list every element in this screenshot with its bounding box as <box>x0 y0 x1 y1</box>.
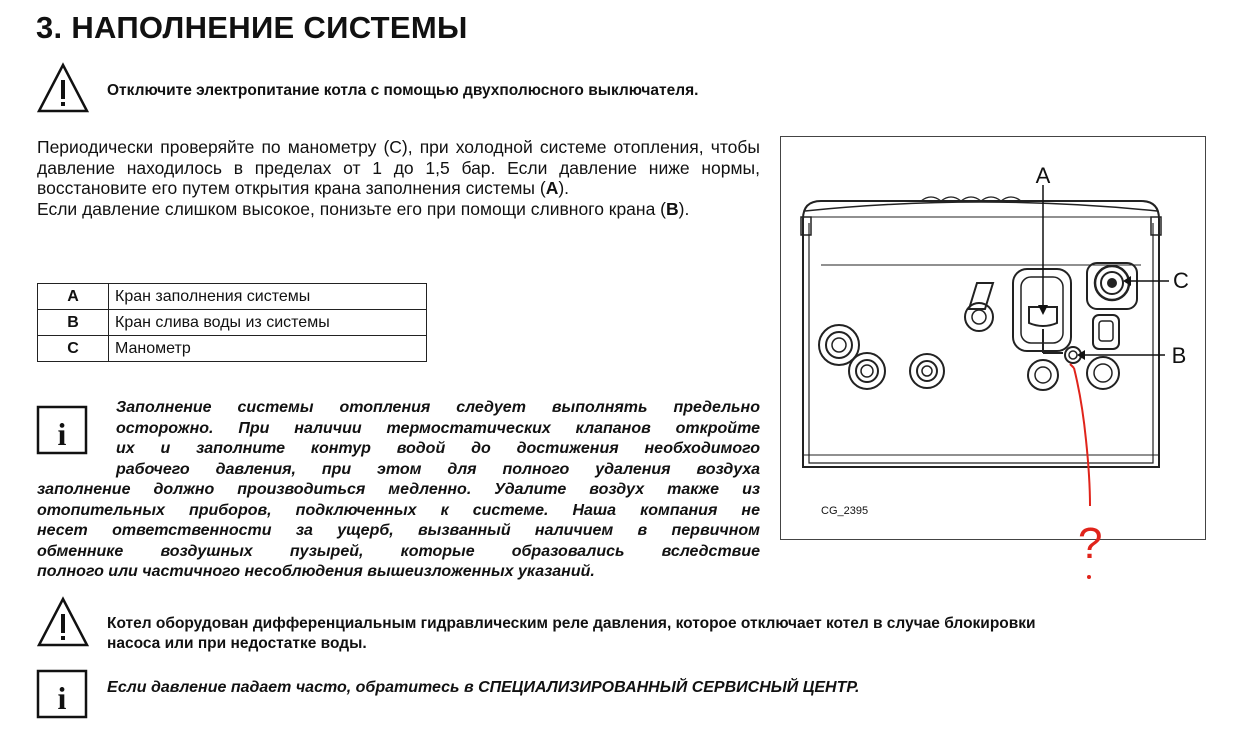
warning-triangle-icon <box>36 62 90 119</box>
legend-label: Манометр <box>109 336 427 362</box>
boiler-diagram-frame <box>780 136 1206 540</box>
instructions-key-a: А <box>545 178 559 198</box>
warning-triangle-icon <box>36 596 90 653</box>
legend-table <box>37 283 427 362</box>
svg-text:i: i <box>57 680 67 716</box>
left-fitting <box>819 325 885 389</box>
info-note-line: несет ответственности за ущерб, вызванный наличием в первичном <box>37 522 760 540</box>
info-note-line: рабочего давления, при этом для полного удаления воздуха <box>116 460 760 478</box>
info-note-line: осторожно. При наличии термостатических клапанов откройте <box>116 419 760 437</box>
legend-label: Кран заполнения системы <box>109 284 427 310</box>
table-row <box>38 310 427 336</box>
info-note-line: обменнике воздушных пузырей, которые образовались вследствие <box>37 542 760 560</box>
info-note-service-center: Если давление падает часто, обратитесь в СПЕЦИАЛИЗИРОВАННЫЙ СЕРВИСНЫЙ ЦЕНТР. <box>107 679 860 696</box>
legend-key: B <box>38 310 109 336</box>
red-annotation-arrow <box>1060 360 1120 590</box>
instructions-key-b: В <box>666 198 679 219</box>
question-mark-annotation: ? <box>1078 519 1103 568</box>
table-row <box>38 336 427 362</box>
warning-text-pressure-relay <box>107 614 1036 654</box>
angled-fitting <box>965 283 993 331</box>
svg-text:i: i <box>57 416 67 452</box>
info-icon <box>36 669 88 724</box>
label-c: C <box>1173 268 1189 293</box>
legend-label: Кран слива воды из системы <box>109 310 427 336</box>
pressure-gauge-c <box>1087 263 1137 309</box>
info-icon <box>36 405 88 460</box>
info-note-line: заполнение должно производиться медленно. Удалите воздух также из <box>37 481 760 498</box>
figure-caption: CG_2395 <box>821 505 869 517</box>
instructions-paragraph <box>37 137 760 219</box>
boiler-diagram <box>781 137 1205 539</box>
label-b: B <box>1171 343 1187 368</box>
instructions-line1-suffix: ). <box>558 178 570 198</box>
info-note-lines-indented <box>116 398 760 480</box>
instructions-line2-suffix: ). <box>678 198 690 219</box>
label-a: A <box>1035 163 1051 188</box>
instructions-line1-prefix: Периодически проверяйте по манометру (С), при холодной системе отопления, чтобы давление находилось в пределах от 1 до 1,5 бар. Если давление ниже нормы, восстановите его путем открытия крана заполнения системы ( <box>37 137 760 198</box>
warning-line: насоса или при недостатке воды. <box>107 635 367 652</box>
table-row <box>38 284 427 310</box>
instructions-line2-prefix: Если давление слишком высокое, понизьте его при помощи сливного крана ( <box>37 198 666 219</box>
legend-key: C <box>38 336 109 362</box>
page-title: 3. НАПОЛНЕНИЕ СИСТЕМЫ <box>36 10 468 45</box>
info-note-line: отопительных приборов, подключенных к системе. Наша компания не <box>37 501 760 519</box>
info-note-lines-full <box>37 480 760 583</box>
info-note-line: Заполнение системы отопления следует выполнять предельно <box>116 399 760 416</box>
middle-fitting <box>910 354 944 388</box>
warning-line: Котел оборудован дифференциальным гидравлическим реле давления, которое отключает котел в случае блокировки <box>107 615 1036 632</box>
info-note-line: полного или частичного несоблюдения вышеизложенных указаний. <box>37 563 595 581</box>
warning-text-power-off: Отключите электропитание котла с помощью двухполюсного выключателя. <box>107 82 699 99</box>
legend-key: A <box>38 284 109 310</box>
info-note-line: их и заполните контур водой до достижения необходимого <box>116 440 760 458</box>
